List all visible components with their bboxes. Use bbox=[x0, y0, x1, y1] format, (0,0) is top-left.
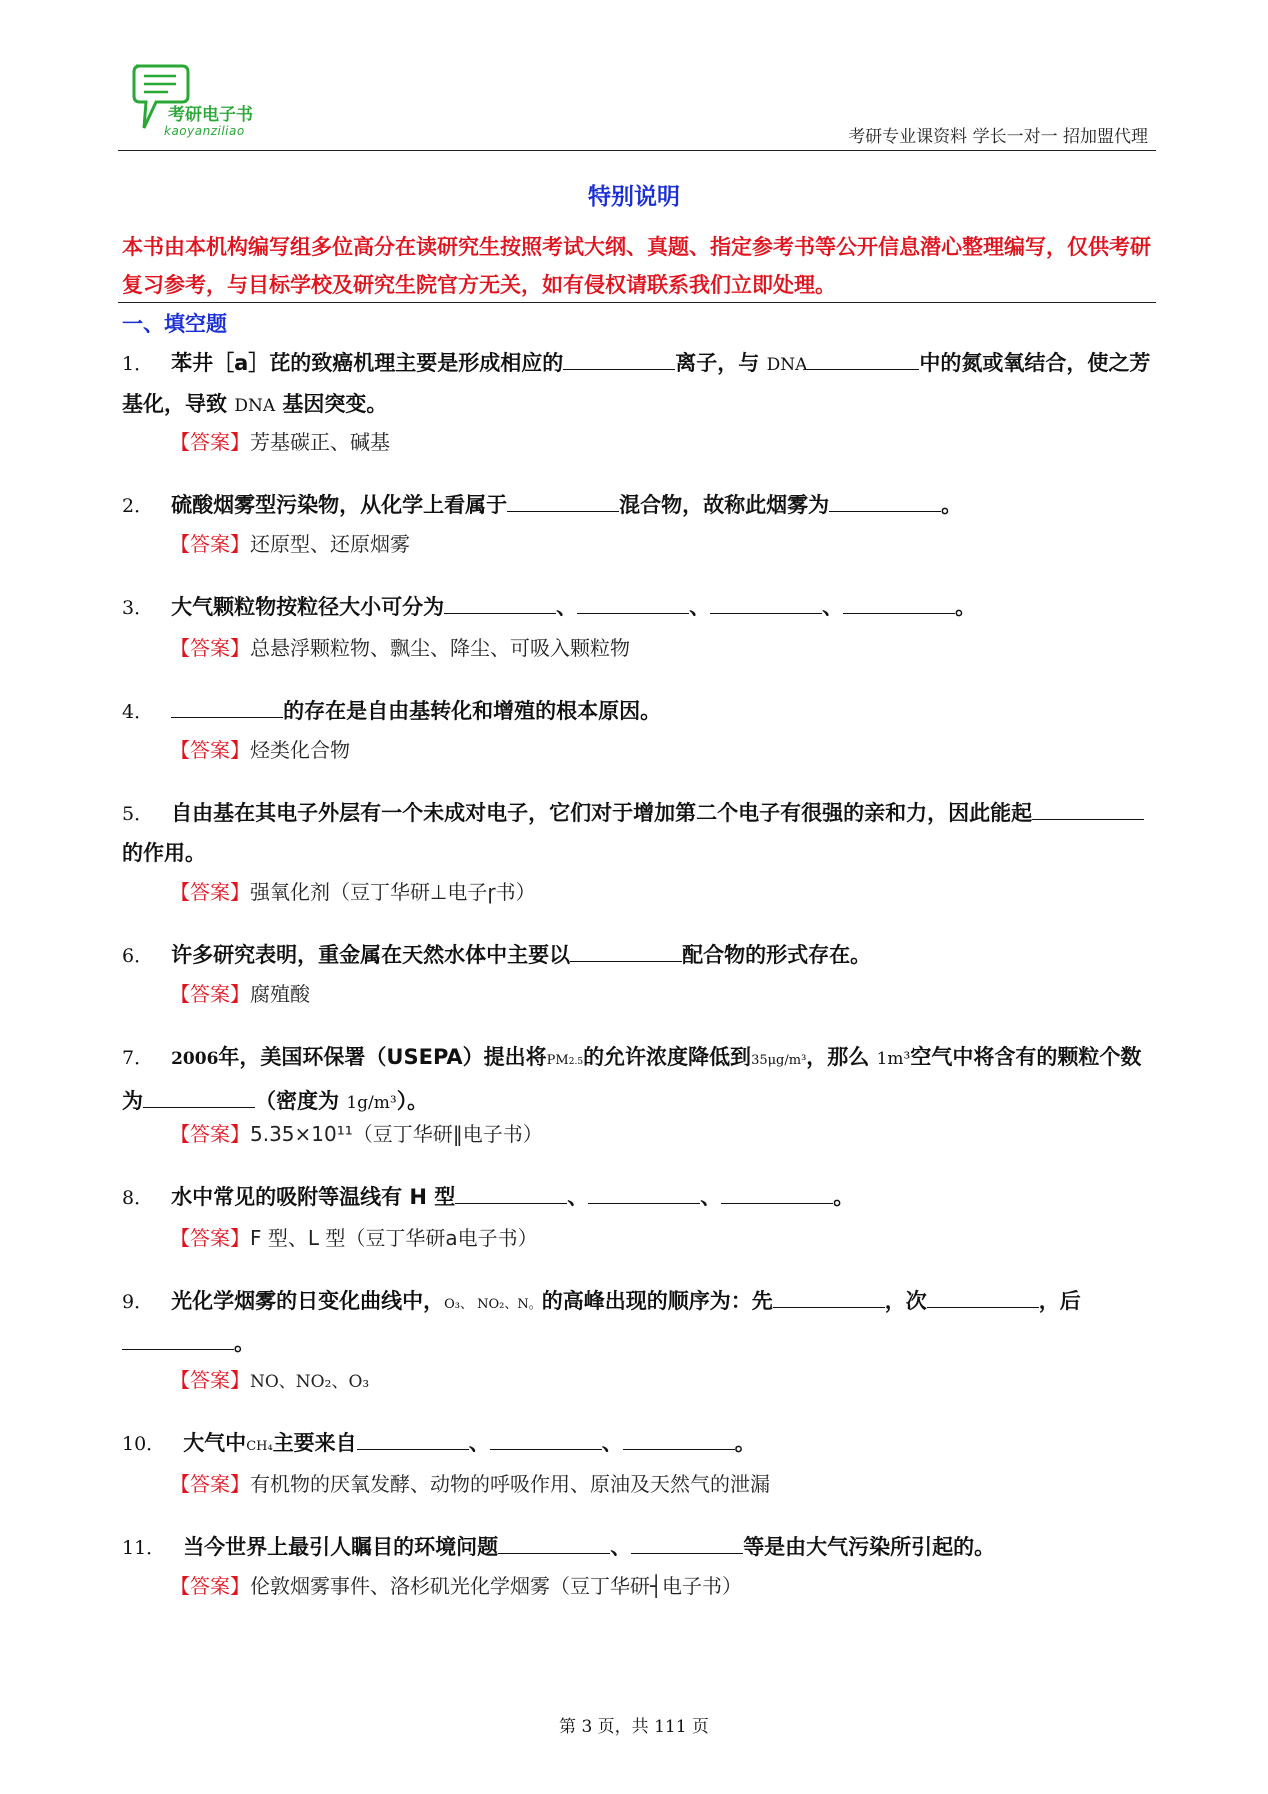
question-5: 5． 自由基在其电子外层有一个未成对电子，它们对于增加第二个电子有很强的亲和力，因此能起的作用。 bbox=[122, 794, 1157, 873]
answer-3: 【答案】总悬浮颗粒物、飘尘、降尘、可吸入颗粒物 bbox=[170, 636, 630, 660]
answer-8: 【答案】F 型、L 型（豆丁华研a电子书） bbox=[170, 1226, 538, 1250]
question-7: 7． 2006年，美国环保署（USEPA）提出将PM2.5的允许浓度降低到35μg/m³，那么 1m³空气中将含有的颗粒个数为 （密度为 1g/m³）。 bbox=[122, 1045, 1142, 1113]
answer-11: 【答案】伦敦烟雾事件、洛杉矶光化学烟雾（豆丁华研┤电子书） bbox=[170, 1574, 743, 1598]
answer-blank bbox=[710, 591, 822, 614]
question-2: 2． 硫酸烟雾型污染物，从化学上看属于 混合物，故称此烟雾为 。 bbox=[122, 486, 1157, 526]
answer-blank bbox=[570, 939, 682, 962]
question-6: 6． 许多研究表明，重金属在天然水体中主要以 配合物的形式存在。 bbox=[122, 936, 1157, 976]
answer-blank bbox=[623, 1427, 735, 1450]
answer-5: 【答案】强氧化剂（豆丁华研⊥电子ɼ书） bbox=[170, 880, 536, 904]
header-slogan: 考研专业课资料 学长一对一 招加盟代理 bbox=[848, 127, 1148, 147]
answer-blank bbox=[1032, 797, 1144, 820]
answer-blank bbox=[807, 347, 919, 370]
notice-divider bbox=[118, 302, 1156, 303]
page-title: 特别说明 bbox=[588, 184, 680, 210]
answer-blank bbox=[498, 1531, 610, 1554]
question-8: 8． 水中常见的吸附等温线有 H 型 、 、 。 bbox=[122, 1178, 1157, 1218]
answer-blank bbox=[721, 1181, 833, 1204]
page-number: 第 3 页，共 111 页 bbox=[559, 1717, 709, 1737]
answer-blank bbox=[588, 1181, 700, 1204]
question-4: 4． 的存在是自由基转化和增殖的根本原因。 bbox=[122, 692, 1157, 732]
question-9: 9． 光化学烟雾的日变化曲线中，O₃、 NO₂、N。的高峰出现的顺序为：先 ，次 ，后。 bbox=[122, 1282, 1157, 1363]
logo-subtitle: kaoyanziliao bbox=[164, 124, 245, 138]
answer-9: 【答案】NO、NO₂、O₃ bbox=[170, 1368, 370, 1392]
answer-blank bbox=[143, 1085, 255, 1108]
answer-blank bbox=[927, 1285, 1039, 1308]
copyright-notice: 本书由本机构编写组多位高分在读研究生按照考试大纲、真题、指定参考书等公开信息潜心整理编写，仅供考研复习参考，与目标学校及研究生院官方无关，如有侵权请联系我们立即处理。 bbox=[122, 235, 1151, 297]
answer-blank bbox=[829, 489, 941, 512]
answer-blank bbox=[171, 695, 283, 718]
answer-blank bbox=[577, 591, 689, 614]
answer-2: 【答案】还原型、还原烟雾 bbox=[170, 532, 410, 556]
answer-blank bbox=[444, 591, 556, 614]
answer-blank bbox=[122, 1327, 234, 1350]
brand-logo bbox=[130, 60, 290, 150]
logo-name: 考研电子书 bbox=[168, 105, 253, 125]
answer-4: 【答案】烃类化合物 bbox=[170, 738, 350, 762]
question-3: 3． 大气颗粒物按粒径大小可分为 、 、 、 。 bbox=[122, 588, 1157, 628]
answer-blank bbox=[357, 1427, 469, 1450]
answer-7: 【答案】5.35×10¹¹（豆丁华研‖电子书） bbox=[170, 1122, 543, 1146]
answer-blank bbox=[631, 1531, 743, 1554]
section-heading: 一、填空题 bbox=[122, 312, 227, 336]
header-divider bbox=[118, 150, 1156, 151]
answer-1: 【答案】芳基碳正、碱基 bbox=[170, 430, 390, 454]
answer-10: 【答案】有机物的厌氧发酵、动物的呼吸作用、原油及天然气的泄漏 bbox=[170, 1472, 770, 1496]
answer-blank bbox=[773, 1285, 885, 1308]
question-11: 11． 当今世界上最引人瞩目的环境问题 、 等是由大气污染所引起的。 bbox=[122, 1528, 1157, 1568]
answer-blank bbox=[455, 1181, 567, 1204]
answer-blank bbox=[843, 591, 955, 614]
question-1: 1． 苯井［a］芘的致癌机理主要是形成相应的 离子，与 DNA 中的氮或氧结合，使之芳基化，导致 DNA 基因突变。 bbox=[122, 344, 1157, 426]
answer-blank bbox=[507, 489, 619, 512]
question-10: 10． 大气中CH₄主要来自 、 、 。 bbox=[122, 1424, 1157, 1466]
answer-blank bbox=[490, 1427, 602, 1450]
answer-6: 【答案】腐殖酸 bbox=[170, 982, 310, 1006]
answer-blank bbox=[563, 347, 675, 370]
